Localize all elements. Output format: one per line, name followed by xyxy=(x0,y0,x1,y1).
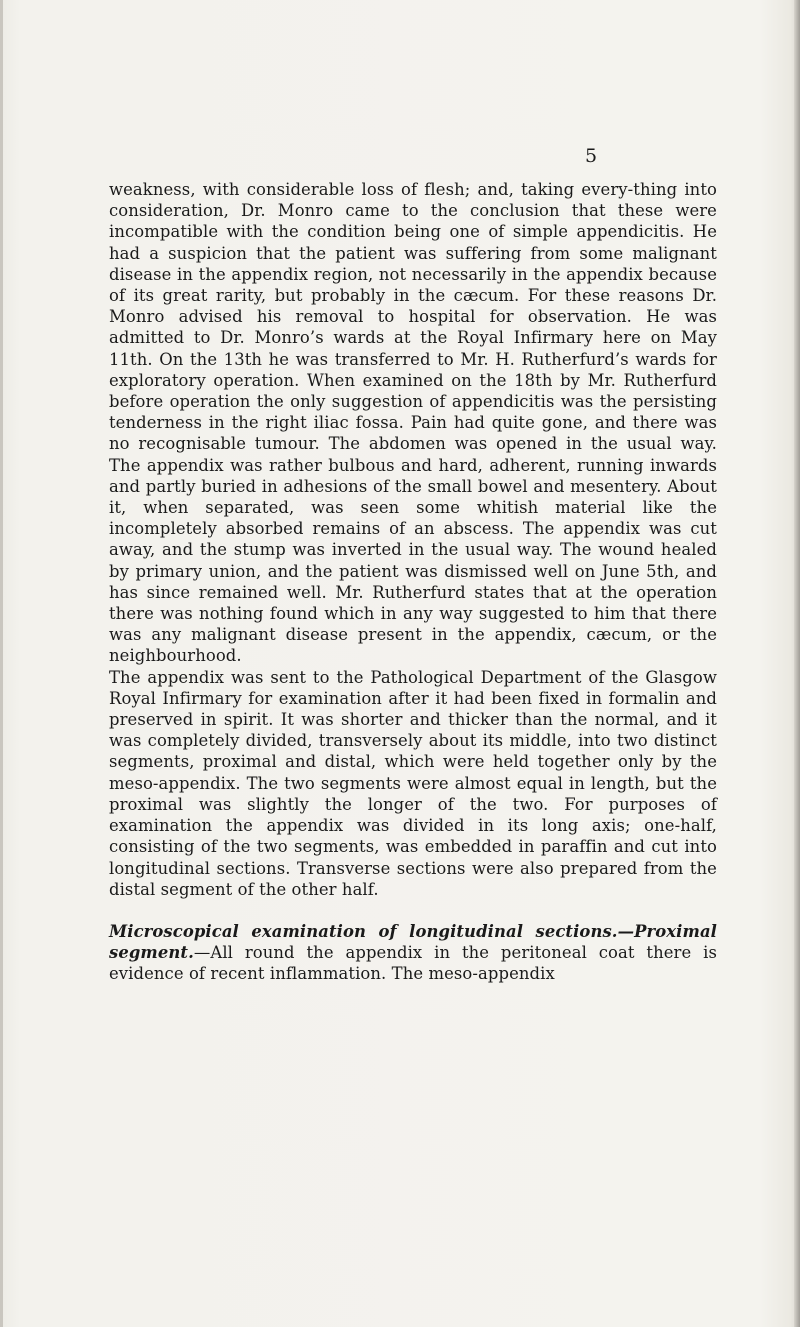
page-left-edge xyxy=(0,0,3,1327)
section-heading: Microscopical examination of longitudinal sections.—Proximal segment. xyxy=(109,921,717,963)
paragraph-pathology: The appendix was sent to the Pathological Department of the Glasgow Royal Infirmary for examination after it had been fixed in formalin and preserved in spirit. It was shorter and thicker than the normal, and it was completely divided, transversely about its middle, into two distinct segments, proximal and distal, which were held together only by the meso-appendix. The two segments were almost equal in length, but the proximal was slightly the longer of the two. For purposes of examination the appendix was divided in its long axis; one-half, consisting of the two segments, was embedded in paraffin and cut into longitudinal sections. Transverse sections were also prepared from the distal segment of the other half. xyxy=(109,667,717,899)
page-number: 5 xyxy=(585,145,598,167)
paragraph-microscopical xyxy=(109,921,717,985)
page-right-edge xyxy=(794,0,800,1327)
body-text xyxy=(109,179,717,985)
paragraph-case-history: weakness, with considerable loss of flesh; and, taking every-thing into consideration, Dr. Monro came to the conclusion that these were incompatible with the condition being one of simple appendicitis. He had a suspicion that the patient was suffering from some malignant disease in the appendix region, not necessarily in the appendix because of its great rarity, but probably in the cæcum. For these reasons Dr. Monro advised his removal to hospital for observation. He was admitted to Dr. Monro’s wards at the Royal Infirmary here on May 11th. On the 13th he was transferred to Mr. H. Rutherfurd’s wards for exploratory operation. When examined on the 18th by Mr. Rutherfurd before operation the only suggestion of appendicitis was the persisting tenderness in the right iliac fossa. Pain had quite gone, and there was no recognisable tumour. The abdomen was opened in the usual way. The appendix was rather bulbous and hard, adherent, running inwards and partly buried in adhesions of the small bowel and mesentery. About it, when separated, was seen some whitish material like the incompletely absorbed remains of an abscess. The appendix was cut away, and the stump was inverted in the usual way. The wound healed by primary union, and the patient was dismissed well on June 5th, and has since remained well. Mr. Rutherfurd states that at the operation there was nothing found which in any way suggested to him that there was any malignant disease present in the appendix, cæcum, or the neighbourhood. xyxy=(109,180,717,666)
section-text: —All round the appendix in the peritoneal coat there is evidence of recent inflammation. The meso-appendix xyxy=(109,943,717,984)
